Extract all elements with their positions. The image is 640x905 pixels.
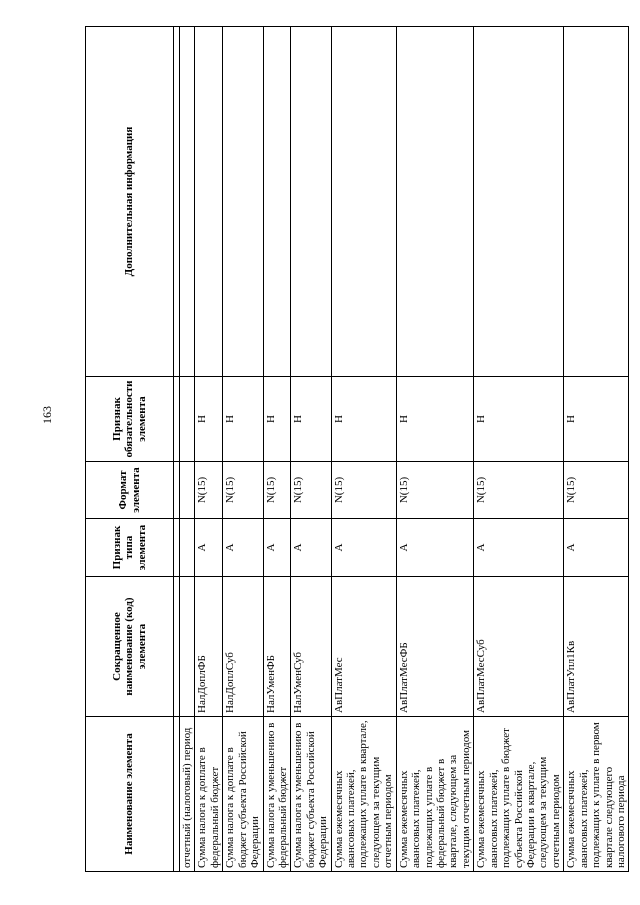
cell-format: N(15) — [223, 462, 263, 519]
cell-type: А — [263, 519, 291, 577]
cell-required: Н — [263, 377, 291, 462]
cell-code: АвПлатМесСуб — [474, 577, 564, 717]
table-row — [331, 27, 396, 872]
cell-code: АвПлатМесФБ — [396, 577, 474, 717]
cell-info — [331, 27, 396, 377]
cell-required: Н — [564, 377, 629, 462]
cell-format: N(15) — [263, 462, 291, 519]
header-element-type: Признак типа элемента — [86, 519, 174, 577]
cell-code: НалУменСуб — [291, 577, 331, 717]
header-element-required: Признак обязательности элемента — [86, 377, 174, 462]
cell-required: Н — [223, 377, 263, 462]
cell-format: N(15) — [474, 462, 564, 519]
table-row — [564, 27, 629, 872]
cell-name: Сумма ежемесячных авансовых платежей, подлежащих уплате в квартале, следующем за текущим отчетным периодом — [331, 717, 396, 872]
cell-name: Сумма ежемесячных авансовых платежей, подлежащих к уплате в первом квартале следующего налогового периода — [564, 717, 629, 872]
cell-info — [396, 27, 474, 377]
table-header-row — [86, 27, 174, 872]
cell-required: Н — [396, 377, 474, 462]
table-row — [223, 27, 263, 872]
cell-format: N(15) — [291, 462, 331, 519]
cell-name: Сумма налога к доплате в бюджет субъекта Российской Федерации — [223, 717, 263, 872]
table-row — [263, 27, 291, 872]
rotated-page-content — [85, 27, 627, 872]
cell-format: N(15) — [396, 462, 474, 519]
header-element-code: Сокращенное наименование (код) элемента — [86, 577, 174, 717]
table-row-continuation — [180, 27, 195, 872]
table-row — [291, 27, 331, 872]
cell-format: N(15) — [564, 462, 629, 519]
cell-code: АвПлатУпл1Кв — [564, 577, 629, 717]
cell-info — [291, 27, 331, 377]
cell-info — [263, 27, 291, 377]
header-element-format: Формат элемента — [86, 462, 174, 519]
cell-info — [474, 27, 564, 377]
cell-type: А — [291, 519, 331, 577]
cell-name: отчетный (налоговый) период — [180, 717, 195, 872]
cell-type: А — [331, 519, 396, 577]
cell-name: Сумма ежемесячных авансовых платежей, подлежащих уплате в федеральный бюджет в квартале, следующем за текущим отчетным периодом — [396, 717, 474, 872]
cell-name: Сумма налога к уменьшению в федеральный бюджет — [263, 717, 291, 872]
cell-format: N(15) — [195, 462, 223, 519]
table-row — [396, 27, 474, 872]
cell-required: Н — [291, 377, 331, 462]
cell-name: Сумма ежемесячных авансовых платежей, подлежащих уплате в бюджет субъекта Российской Федерации в квартале, следующем за текущим отчетным периодом — [474, 717, 564, 872]
cell-info — [223, 27, 263, 377]
cell-info — [564, 27, 629, 377]
header-additional-info: Дополнительная информация — [86, 27, 174, 377]
cell-code: НалДоплСуб — [223, 577, 263, 717]
cell-name: Сумма налога к доплате в федеральный бюджет — [195, 717, 223, 872]
cell-code: АвПлатМес — [331, 577, 396, 717]
cell-code: НалУменФБ — [263, 577, 291, 717]
cell-type: А — [474, 519, 564, 577]
cell-type: А — [195, 519, 223, 577]
cell-info — [195, 27, 223, 377]
table-row — [195, 27, 223, 872]
cell-format: N(15) — [331, 462, 396, 519]
page-number: 163 — [40, 406, 54, 424]
cell-required: Н — [195, 377, 223, 462]
cell-code: НалДоплФБ — [195, 577, 223, 717]
cell-type: А — [396, 519, 474, 577]
cell-required: Н — [331, 377, 396, 462]
cell-type: А — [564, 519, 629, 577]
elements-table — [85, 26, 629, 872]
cell-name: Сумма налога к уменьшению в бюджет субъекта Российской Федерации — [291, 717, 331, 872]
table-row — [474, 27, 564, 872]
cell-required: Н — [474, 377, 564, 462]
cell-type: А — [223, 519, 263, 577]
header-element-name: Наименование элемента — [86, 717, 174, 872]
